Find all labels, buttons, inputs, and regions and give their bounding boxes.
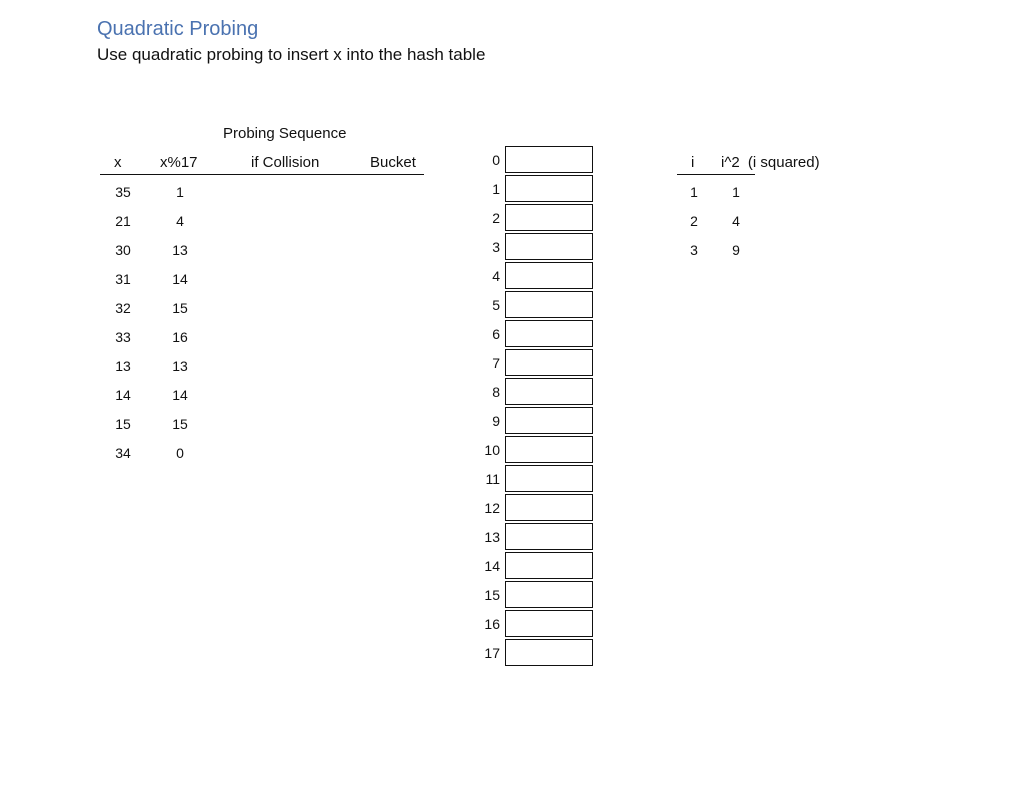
row-mod-value: 15 [172, 416, 188, 432]
hash-bucket-15 [505, 581, 593, 608]
row-x-value: 13 [115, 358, 131, 374]
hash-bucket-12 [505, 494, 593, 521]
header-underline [100, 174, 424, 175]
row-mod-value: 15 [172, 300, 188, 316]
hash-index-label: 1 [492, 181, 500, 197]
hash-index-label: 17 [484, 645, 500, 661]
page-title: Quadratic Probing [97, 18, 259, 40]
hash-bucket-6 [505, 320, 593, 347]
hash-index-label: 4 [492, 268, 500, 284]
header-bucket: Bucket [370, 154, 416, 171]
hash-index-label: 9 [492, 413, 500, 429]
hash-index-label: 8 [492, 384, 500, 400]
hash-bucket-8 [505, 378, 593, 405]
row-x-value: 31 [115, 271, 131, 287]
page-subtitle: Use quadratic probing to insert x into the hash table [97, 45, 486, 64]
hash-index-label: 0 [492, 152, 500, 168]
header-x: x [114, 154, 122, 171]
hash-index-label: 11 [485, 471, 500, 487]
hash-bucket-3 [505, 233, 593, 260]
squares-i-value: 2 [690, 213, 698, 229]
row-x-value: 32 [115, 300, 131, 316]
squares-i-value: 1 [690, 184, 698, 200]
squares-sq-value: 4 [732, 213, 740, 229]
hash-bucket-16 [505, 610, 593, 637]
header-i-squared [721, 154, 820, 171]
squares-sq-value: 9 [732, 242, 740, 258]
hash-index-label: 6 [492, 326, 500, 342]
hash-bucket-2 [505, 204, 593, 231]
row-x-value: 21 [115, 213, 131, 229]
hash-index-label: 12 [484, 500, 500, 516]
row-mod-value: 1 [176, 184, 184, 200]
hash-bucket-1 [505, 175, 593, 202]
hash-bucket-10 [505, 436, 593, 463]
squares-i-value: 3 [690, 242, 698, 258]
hash-bucket-5 [505, 291, 593, 318]
hash-index-label: 10 [484, 442, 500, 458]
hash-bucket-11 [505, 465, 593, 492]
row-mod-value: 0 [176, 445, 184, 461]
header-i-squared-note: (i squared) [747, 154, 820, 171]
header-i-squared-symbol: i^2 [721, 154, 740, 171]
hash-index-label: 5 [492, 297, 500, 313]
hash-index-label: 16 [484, 616, 500, 632]
header-probe-line1: Probing Sequence [223, 125, 347, 142]
row-x-value: 15 [115, 416, 131, 432]
hash-bucket-4 [505, 262, 593, 289]
row-mod-value: 14 [172, 387, 188, 403]
squares-sq-value: 1 [732, 184, 740, 200]
row-x-value: 30 [115, 242, 131, 258]
row-x-value: 33 [115, 329, 131, 345]
hash-index-label: 7 [492, 355, 500, 371]
row-mod-value: 13 [172, 242, 188, 258]
squares-header-underline [677, 174, 755, 175]
hash-bucket-0 [505, 146, 593, 173]
hash-bucket-9 [505, 407, 593, 434]
hash-index-label: 2 [492, 210, 500, 226]
row-x-value: 34 [115, 445, 131, 461]
header-probe-line2: if Collision [251, 154, 320, 171]
hash-index-label: 14 [484, 558, 500, 574]
hash-index-label: 13 [484, 529, 500, 545]
row-mod-value: 4 [176, 213, 184, 229]
hash-bucket-7 [505, 349, 593, 376]
hash-index-label: 3 [492, 239, 500, 255]
header-i: i [691, 154, 695, 171]
hash-index-label: 15 [484, 587, 500, 603]
row-x-value: 35 [115, 184, 131, 200]
hash-bucket-14 [505, 552, 593, 579]
row-x-value: 14 [115, 387, 131, 403]
hash-bucket-17 [505, 639, 593, 666]
header-mod: x%17 [160, 154, 198, 171]
hash-bucket-13 [505, 523, 593, 550]
row-mod-value: 14 [172, 271, 188, 287]
row-mod-value: 16 [172, 329, 188, 345]
row-mod-value: 13 [172, 358, 188, 374]
